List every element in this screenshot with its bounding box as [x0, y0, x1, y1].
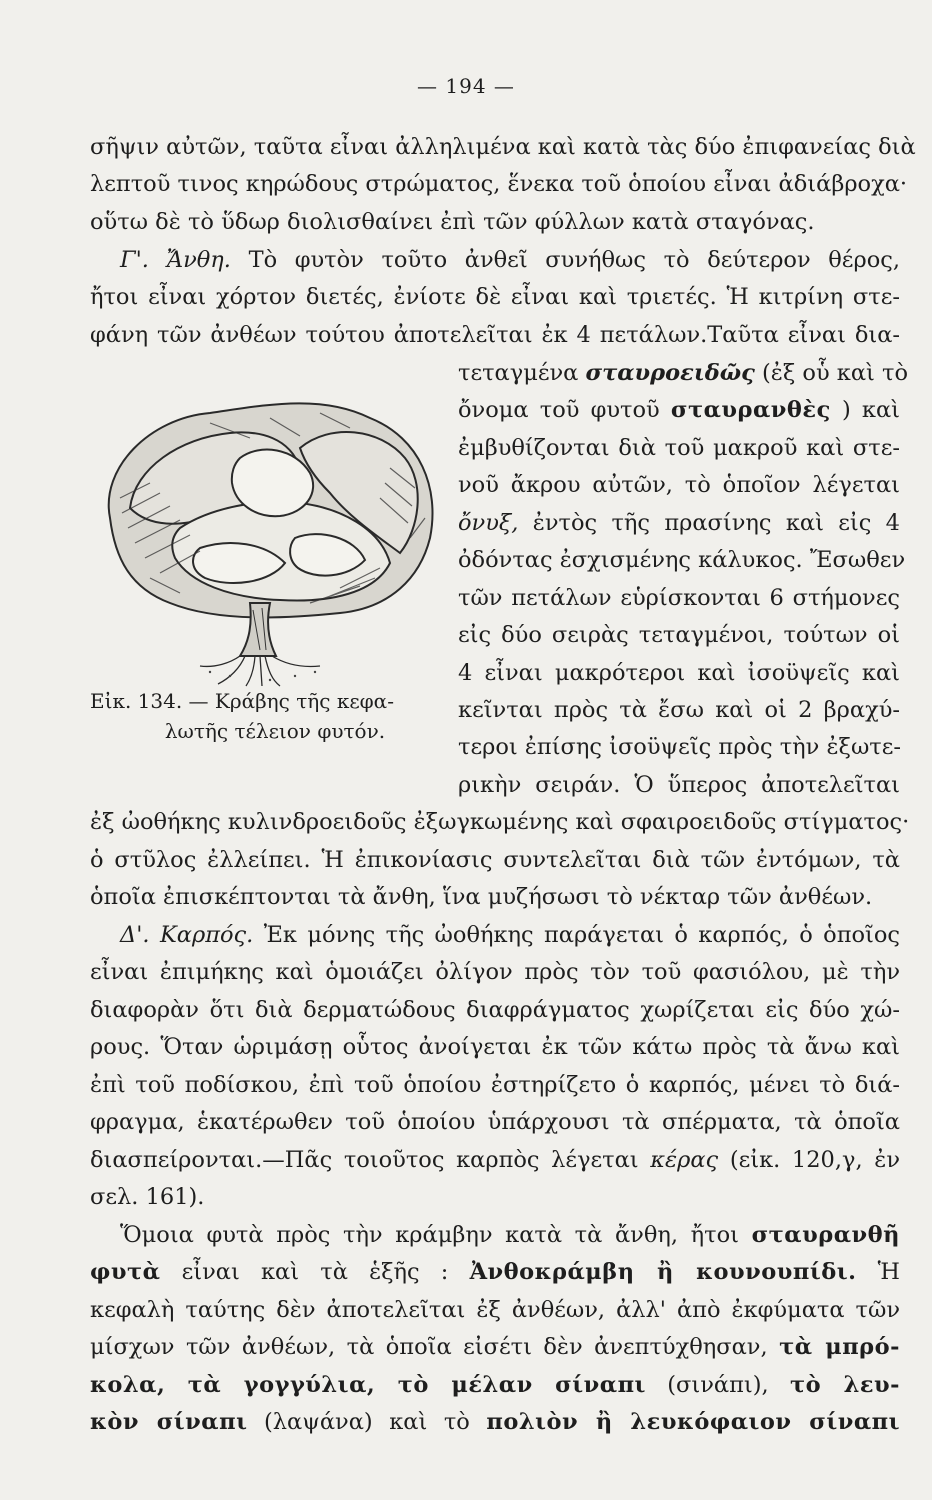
text-span: Ἐκ μόνης τῆς ὠοθήκης παράγεται ὁ καρπός, ὁ ὁποῖος — [263, 922, 901, 948]
text-line: ρικὴν σειράν. Ὁ ὕπερος ἀποτελεῖται — [458, 772, 900, 798]
text-line: ἐμβυθίζονται διὰ τοῦ μακροῦ καὶ στε- — [458, 435, 900, 461]
section-label: Γ'. Ἄνθη. — [120, 247, 231, 273]
text-line: ρους. Ὅταν ὡριμάσῃ οὗτος ἀνοίγεται ἐκ τῶν κάτω πρὸς τὰ ἄνω καὶ — [90, 1034, 900, 1060]
text-line — [458, 392, 900, 428]
bold-term: Ἀνθοκράμβη ἢ κουνουπίδι. — [469, 1259, 857, 1285]
text-span: μίσχων τῶν ἀνθέων, τὰ ὁποῖα εἰσέτι δὲν ἀνεπτύχθησαν, — [90, 1334, 768, 1360]
text-line: διαφορὰν ὅτι διὰ δερματώδους διαφράγματος χωρίζεται εἰς δύο χώ- — [90, 997, 900, 1023]
text-line — [90, 1142, 900, 1178]
cabbage-drawing — [90, 388, 450, 688]
text-line — [90, 1254, 900, 1290]
text-line: τῶν πετάλων εὑρίσκονται 6 στήμονες — [458, 585, 900, 611]
text-line: εἰς δύο σειρὰς τεταγμένοι, τούτων οἱ — [458, 622, 900, 648]
bold-term: φυτὰ — [90, 1259, 161, 1285]
page-number: — 194 — — [417, 74, 515, 98]
text-span: Ὅμοια φυτὰ πρὸς τὴν κράμβην κατὰ τὰ ἄνθη, ἤτοι — [120, 1222, 739, 1248]
bold-term: σταυρανθῆ — [751, 1222, 900, 1248]
text-line: σῆψιν αὐτῶν, ταῦτα εἶναι ἀλληλιμένα καὶ κατὰ τὰς δύο ἐπιφανείας διὰ — [90, 134, 916, 160]
text-span: τεταγμένα — [458, 360, 579, 386]
text-line: οὕτω δὲ τὸ ὕδωρ διολισθαίνει ἐπὶ τῶν φύλλων κατὰ σταγόνας. — [90, 209, 815, 235]
section-heading-line — [90, 917, 900, 953]
text-line: ἐξ ὠοθήκης κυλινδροειδοῦς ἐξωγκωμένης καὶ σφαιροειδοῦς στίγματος· — [90, 809, 910, 835]
text-line: ὀδόντας ἐσχισμένης κάλυκος. Ἔσωθεν — [458, 547, 906, 573]
bold-term: τὰ μπρό- — [779, 1334, 900, 1360]
bold-term: σταυρανθὲς — [670, 397, 831, 423]
text-line — [458, 355, 908, 391]
text-span: ) καὶ — [841, 397, 901, 423]
text-span: (λαψάνα) καὶ τὸ — [263, 1409, 470, 1435]
text-line: σελ. 161). — [90, 1184, 205, 1210]
caption-line: Εἰκ. 134. — Κράβης τῆς κεφα- — [90, 689, 394, 713]
text-span: (σινάπι), — [667, 1372, 769, 1398]
text-line: φάνη τῶν ἀνθέων τούτου ἀποτελεῖται ἐκ 4 πετάλων.Ταῦτα εἶναι δια- — [90, 322, 900, 348]
bold-term: πολιὸν ἢ λευκόφαιον σίναπι — [486, 1409, 900, 1435]
section-heading-line — [90, 242, 900, 278]
text-span: ὄνομα τοῦ φυτοῦ — [458, 397, 660, 423]
bold-term: κολα, τὰ γογγύλια, τὸ μέλαν σίναπι — [90, 1372, 646, 1398]
text-line: λεπτοῦ τινος κηρώδους στρώματος, ἕνεκα τοῦ ὁποίου εἶναι ἀδιάβροχα· — [90, 171, 908, 197]
text-line: ὁ στῦλος ἐλλείπει. Ἡ ἐπικονίασις συντελεῖται διὰ τῶν ἐντόμων, τὰ — [90, 847, 900, 873]
text-span: (εἰκ. 120,γ, ἐν — [729, 1147, 901, 1173]
text-span: (ἐξ οὗ καὶ τὸ — [762, 360, 908, 386]
text-line — [90, 1404, 900, 1440]
text-span: ἐντὸς τῆς πρασίνης καὶ εἰς 4 — [532, 510, 900, 536]
text-span: Ἡ — [877, 1259, 900, 1285]
section-label: Δ'. Καρπός. — [120, 922, 254, 948]
text-line — [458, 505, 900, 541]
text-span: εἶναι καὶ τὰ ἑξῆς : — [181, 1259, 449, 1285]
text-line: ἐπὶ τοῦ ποδίσκου, ἐπὶ τοῦ ὁποίου ἐστηρίζετο ὁ καρπός, μένει τὸ διά- — [90, 1072, 900, 1098]
text-span: Τὸ φυτὸν τοῦτο ἀνθεῖ συνήθως τὸ δεύτερον θέρος, — [248, 247, 900, 273]
cabbage-illustration — [90, 388, 450, 688]
text-line: κεῖνται πρὸς τὰ ἔσω καὶ οἱ 2 βραχύ- — [458, 697, 900, 723]
emphasis: κέρας — [650, 1147, 719, 1173]
text-line — [90, 1217, 900, 1253]
figure-caption — [90, 686, 460, 746]
text-span: διασπείρονται.—Πᾶς τοιοῦτος καρπὸς λέγεται — [90, 1147, 639, 1173]
text-line: νοῦ ἄκρου αὐτῶν, τὸ ὁποῖον λέγεται — [458, 472, 900, 498]
text-line — [90, 1367, 900, 1403]
emphasis: σταυροειδῶς — [585, 360, 755, 386]
caption-line: λωτῆς τέλειον φυτόν. — [164, 719, 386, 743]
emphasis: ὄνυξ, — [458, 510, 519, 536]
text-line: ὁποῖα ἐπισκέπτονται τὰ ἄνθη, ἵνα μυζήσωσι τὸ νέκταρ τῶν ἀνθέων. — [90, 884, 873, 910]
text-line: ἤτοι εἶναι χόρτον διετές, ἐνίοτε δὲ εἶναι καὶ τριετές. Ἡ κιτρίνη στε- — [90, 284, 900, 310]
text-line — [90, 1329, 900, 1365]
text-line: τεροι ἐπίσης ἰσοϋψεῖς πρὸς τὴν ἐξωτε- — [458, 734, 902, 760]
bold-term: τὸ λευ- — [789, 1372, 900, 1398]
text-line: φραγμα, ἑκατέρωθεν τοῦ ὁποίου ὑπάρχουσι τὰ σπέρματα, τὰ ὁποῖα — [90, 1109, 900, 1135]
text-line: 4 εἶναι μακρότεροι καὶ ἰσοϋψεῖς καὶ — [458, 660, 900, 686]
text-line: εἶναι ἐπιμήκης καὶ ὁμοιάζει ὀλίγον πρὸς τὸν τοῦ φασιόλου, μὲ τὴν — [90, 959, 900, 985]
bold-term: κὸν σίναπι — [90, 1409, 248, 1435]
text-line: κεφαλὴ ταύτης δὲν ἀποτελεῖται ἐξ ἀνθέων, ἀλλ' ἀπὸ ἐκφύματα τῶν — [90, 1297, 900, 1323]
